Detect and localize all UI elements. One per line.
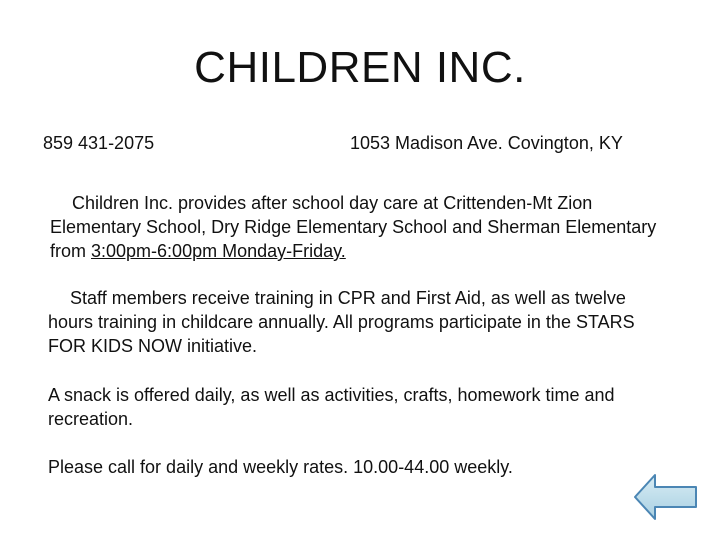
staff-text: Staff members receive training in CPR and First Aid, as well as twelve hours training in childcare annually. All programs participate in the STARS FOR KIDS NOW initiative. <box>48 288 635 356</box>
phone-number: 859 431-2075 <box>43 133 155 153</box>
hours-text: 3:00pm-6:00pm Monday-Friday. <box>91 241 346 261</box>
page-title: CHILDREN INC. <box>194 43 526 92</box>
staff-paragraph <box>48 286 668 358</box>
rates-paragraph: Please call for daily and weekly rates. 10.00-44.00 weekly. <box>48 457 513 477</box>
description-paragraph <box>50 191 670 263</box>
back-button[interactable] <box>633 472 699 522</box>
description-text: Children Inc. provides after school day care at Crittenden-Mt Zion Elementary School, Dry Ridge Elementary School and Sherman Elementary from <box>50 193 657 261</box>
address: 1053 Madison Ave. Covington, KY <box>350 133 623 153</box>
snack-paragraph: A snack is offered daily, as well as activities, crafts, homework time and recreation. <box>48 385 615 429</box>
left-arrow-icon <box>633 472 699 522</box>
